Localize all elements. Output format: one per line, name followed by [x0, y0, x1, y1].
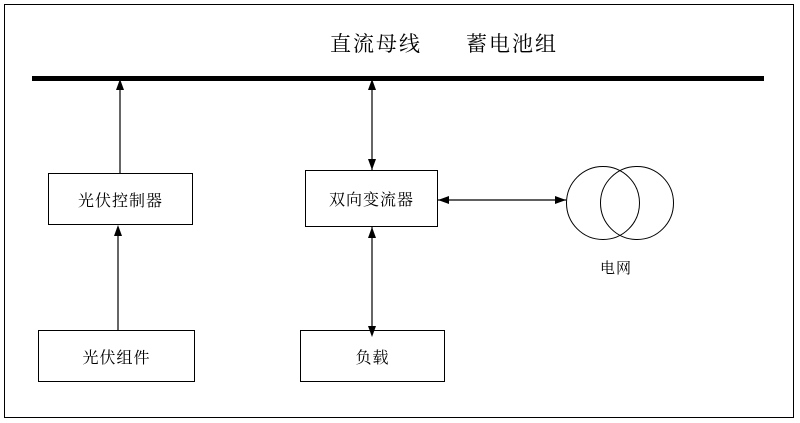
label-dc-bus: 直流母线 [330, 32, 422, 56]
label-grid: 电网 [600, 259, 633, 277]
grid-circle-right [600, 166, 674, 240]
dc-bus-line [32, 76, 764, 81]
label-battery-bank: 蓄电池组 [466, 32, 558, 56]
box-pv-controller: 光伏控制器 [48, 173, 193, 225]
box-load: 负载 [300, 330, 445, 382]
box-pv-modules: 光伏组件 [38, 330, 195, 382]
box-bidirectional-converter: 双向变流器 [305, 170, 438, 227]
